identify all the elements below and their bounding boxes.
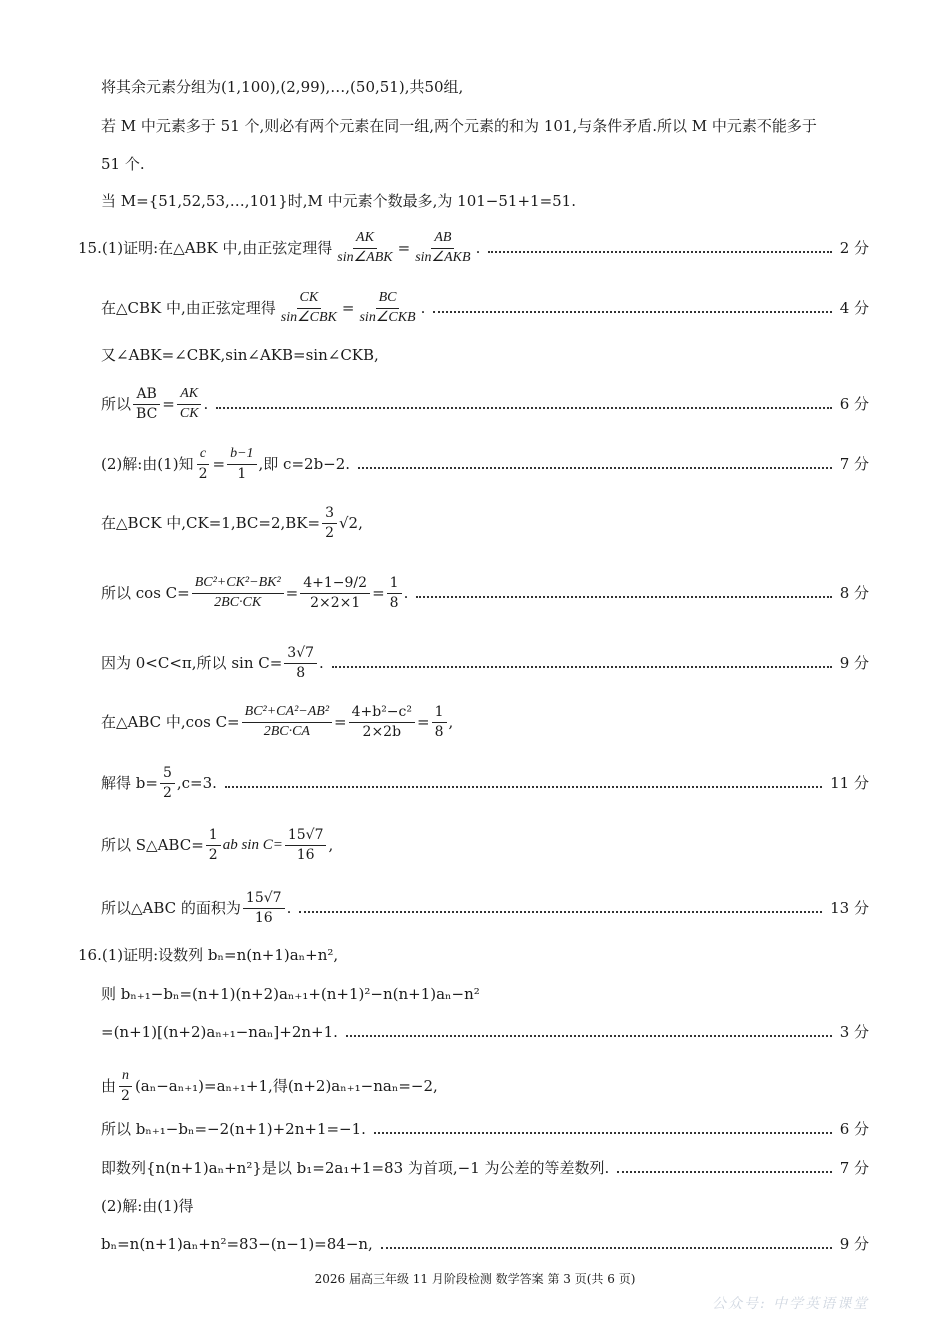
- text: =: [341, 299, 355, 318]
- text: 若 M 中元素多于 51 个,则必有两个元素在同一组,两个元素的和为 101,与条件矛盾.所以 M 中元素不能多于: [101, 117, 817, 135]
- text: √2,: [339, 514, 363, 533]
- score: 6 分: [839, 1120, 869, 1138]
- fraction: $\frac{CK}{\text{sin∠CBK}}$: [280, 290, 337, 325]
- text: .: [403, 584, 409, 603]
- fraction: $\frac{n}{2}$: [118, 1068, 133, 1105]
- text: =: [162, 395, 175, 414]
- text: =: [285, 584, 299, 603]
- text: .: [420, 299, 426, 318]
- text: =: [334, 713, 347, 732]
- score: 7 分: [839, 455, 869, 474]
- score: 9 分: [839, 1235, 869, 1253]
- fraction: $\frac{15√7}{16}$: [243, 890, 285, 927]
- fraction: $\frac{3}{2}$: [322, 505, 337, 542]
- fraction: $\frac{AB}{BC}$: [133, 386, 160, 423]
- solution-line: [78, 230, 869, 267]
- solution-line: [101, 1023, 869, 1041]
- fraction: $\frac{1}{8}$: [432, 704, 447, 741]
- fraction: $\frac{b-1}{1}$: [227, 446, 256, 483]
- text-line: [101, 505, 869, 542]
- page-footer: 2026 届高三年级 11 月阶段检测 数学答案 第 3 页(共 6 页): [314, 1272, 636, 1286]
- solution-line: [101, 446, 869, 483]
- score: 13 分: [830, 899, 869, 918]
- fraction: $\frac{4+1-9/2}{2\times 2\times 1}$: [300, 575, 370, 612]
- solution-line: 所以 cos C= $\frac{\text{BC²+CK²−BK²}}{2BC\cdot CK}$ = $\frac{4+1-9/2}{2\times 2\times 1}$ = $\frac{1}{8}$ . 8 分: [101, 575, 869, 611]
- text: bₙ=n(n+1)aₙ+n²=83−(n−1)=84−n,: [101, 1235, 373, 1253]
- text: 所以 bₙ₊₁−bₙ=−2(n+1)+2n+1=−1.: [101, 1120, 366, 1138]
- fraction: $\frac{1}{8}$: [387, 575, 402, 612]
- solution-line: [101, 765, 869, 802]
- fraction: $\frac{3√7}{8}$: [284, 645, 317, 682]
- score: 11 分: [830, 774, 869, 793]
- score: 6 分: [839, 395, 869, 414]
- fraction: $\frac{c}{2}$: [198, 446, 208, 482]
- solution-line: [101, 1159, 869, 1177]
- text-line: [101, 117, 869, 135]
- text: (2)解:由(1)得: [101, 1197, 194, 1215]
- text-line: [78, 946, 869, 964]
- fraction: $\frac{\text{4+b²−c²}}{2\times 2b}$: [349, 704, 415, 741]
- fraction: $\frac{AK}{CK}$: [177, 386, 202, 423]
- text: 又∠ABK=∠CBK,sin∠AKB=sin∠CKB,: [101, 346, 379, 364]
- text: (2)解:由(1)知: [101, 455, 194, 474]
- score: 9 分: [839, 654, 869, 673]
- text: ab sin C=: [222, 837, 283, 854]
- text-line: [101, 1068, 869, 1105]
- solution-line: [101, 290, 869, 327]
- text: 在△CBK 中,由正弦定理得: [101, 299, 276, 318]
- text: =: [397, 239, 411, 258]
- fraction: $\frac{5}{2}$: [160, 765, 175, 802]
- text: 15.(1)证明:在△ABK 中,由正弦定理得: [78, 239, 333, 258]
- text-line: [101, 985, 869, 1003]
- text: 将其余元素分组为(1,100),(2,99),…,(50,51),共50组,: [101, 78, 464, 96]
- solution-line: 所以△ABC 的面积为 $\frac{15√7}{16}$ . 13 分: [101, 890, 869, 926]
- score: 3 分: [839, 1023, 869, 1041]
- text: 所以: [101, 395, 132, 414]
- text-line: [101, 1197, 869, 1215]
- score: 7 分: [839, 1159, 869, 1177]
- solution-line: [101, 645, 869, 682]
- text: .: [203, 395, 209, 414]
- score: 8 分: [839, 584, 869, 603]
- score: 2 分: [839, 239, 869, 258]
- watermark: 公众号: 中学英语课堂: [712, 1296, 870, 1312]
- fraction: $\frac{AB}{\text{sin∠AKB}}$: [415, 230, 471, 265]
- text: =(n+1)[(n+2)aₙ₊₁−naₙ]+2n+1.: [101, 1023, 338, 1041]
- text: 51 个.: [101, 155, 145, 173]
- text: .: [319, 654, 324, 673]
- text: 当 M={51,52,53,…,101}时,M 中元素个数最多,为 101−51+1=51.: [101, 192, 576, 210]
- text-line: [101, 78, 869, 96]
- text-line: [101, 346, 869, 364]
- text: ,: [448, 713, 454, 732]
- text: ,即 c=2b−2.: [258, 455, 351, 474]
- text: .: [475, 239, 481, 258]
- text-line: [101, 155, 869, 173]
- text: 即数列{n(n+1)aₙ+n²}是以 b₁=2a₁+1=83 为首项,−1 为公差的等差数列.: [101, 1159, 610, 1177]
- text: 解得 b=: [101, 774, 158, 793]
- fraction: $\frac{15√7}{16}$: [285, 827, 327, 864]
- fraction: $\frac{AK}{\text{sin∠ABK}}$: [337, 230, 393, 265]
- fraction: $\frac{1}{2}$: [206, 827, 221, 864]
- score: 4 分: [839, 299, 869, 318]
- text: 在△BCK 中,CK=1,BC=2,BK=: [101, 514, 321, 533]
- text: (aₙ−aₙ₊₁)=aₙ₊₁+1,得(n+2)aₙ₊₁−naₙ=−2,: [134, 1077, 438, 1096]
- text: ,: [328, 836, 334, 855]
- text-line: [101, 827, 869, 864]
- fraction: $\frac{\text{BC²+CK²−BK²}}{2BC\cdot CK}$: [192, 575, 284, 612]
- text: =: [212, 455, 226, 474]
- text: 所以 S△ABC=: [101, 836, 204, 855]
- fraction: $\frac{\text{BC²+CA²−AB²}}{2BC\cdot CA}$: [242, 704, 332, 741]
- text: 所以 cos C=: [101, 584, 190, 603]
- text: 16.(1)证明:设数列 bₙ=n(n+1)aₙ+n²,: [78, 946, 339, 964]
- text: 因为 0<C<π,所以 sin C=: [101, 654, 283, 673]
- text-line: [101, 192, 869, 210]
- text: 由: [101, 1077, 117, 1096]
- text: ,c=3.: [176, 774, 217, 793]
- solution-line: [101, 386, 869, 423]
- text: 所以△ABC 的面积为: [101, 899, 241, 918]
- text-line: 在△ABC 中,cos C= $\frac{\text{BC²+CA²−AB²}}{2BC\cdot CA}$ = $\frac{\text{4+b²−c²}}{2\times 2b}$ = $\frac{1}{8}$ ,: [101, 704, 454, 740]
- text: 在△ABC 中,cos C=: [101, 713, 240, 732]
- text: 则 bₙ₊₁−bₙ=(n+1)(n+2)aₙ₊₁+(n+1)²−n(n+1)aₙ−n²: [101, 985, 480, 1003]
- solution-line: [101, 1235, 869, 1253]
- solution-line: [101, 1120, 869, 1138]
- fraction: $\frac{BC}{\text{sin∠CKB}}$: [359, 290, 416, 325]
